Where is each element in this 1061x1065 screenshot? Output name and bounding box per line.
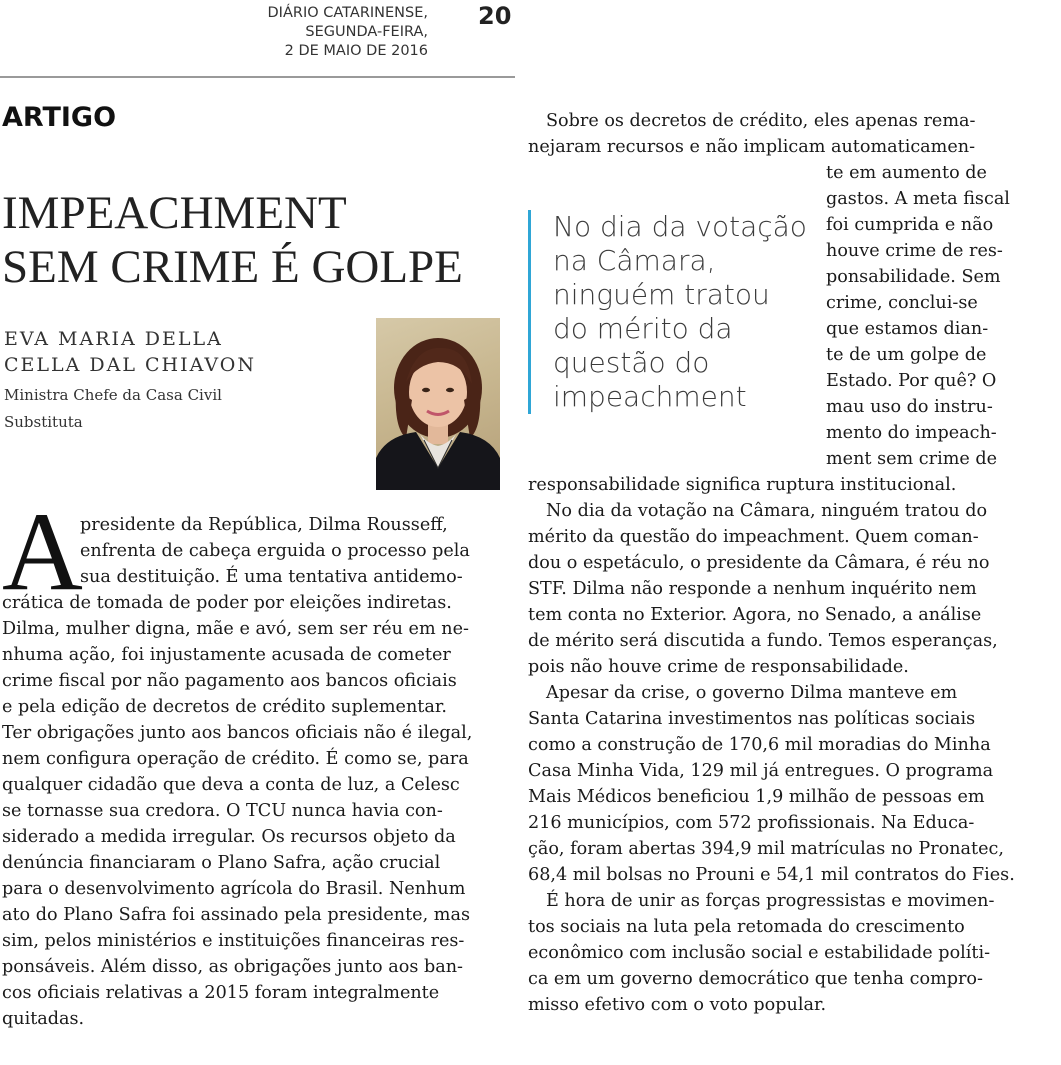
author-role-line: Ministra Chefe da Casa Civil (4, 386, 222, 404)
text-line: de mérito será discutida a fundo. Temos esperanças, (528, 631, 998, 651)
headline (2, 186, 517, 294)
text-line: sim, pelos ministérios e instituições financeiras res- (2, 931, 465, 951)
text-line: crática de tomada de poder por eleições indiretas. (2, 593, 452, 613)
text-line: econômico com inclusão social e estabilidade políti- (528, 943, 991, 963)
text-line: Apesar da crise, o governo Dilma manteve em (546, 683, 958, 703)
text-line: denúncia financiaram o Plano Safra, ação crucial (2, 853, 441, 873)
text-line: ponsabilidade. Sem (826, 267, 1001, 287)
text-line: para o desenvolvimento agrícola do Brasil. Nenhum (2, 879, 466, 899)
text-line: dou o espetáculo, o presidente da Câmara, é réu no (528, 553, 990, 573)
text-line: mento do impeach- (826, 423, 997, 443)
text-line: Sobre os decretos de crédito, eles apenas rema- (546, 111, 976, 131)
pull-quote-line: No dia da votação (553, 210, 807, 243)
text-line: ponsáveis. Além disso, as obrigações junto aos ban- (2, 957, 463, 977)
masthead-weekday: SEGUNDA-FEIRA, (305, 24, 428, 40)
text-line: cos oficiais relativas a 2015 foram integralmente (2, 983, 440, 1003)
text-line: pois não houve crime de responsabilidade. (528, 657, 909, 677)
page-number: 20 (478, 2, 512, 30)
text-line: Ter obrigações junto aos bancos oficiais não é ilegal, (2, 723, 473, 743)
article-body-left (2, 490, 510, 1032)
lead-paragraph-rest (2, 590, 510, 1032)
text-line: crime fiscal por não pagamento aos bancos oficiais (2, 671, 457, 691)
drop-cap: A (2, 490, 83, 614)
text-line: te em aumento de (826, 163, 987, 183)
masthead (200, 4, 428, 61)
pull-quote (528, 210, 825, 414)
text-line: crime, conclui-se (826, 293, 978, 313)
text-line: ca em um governo democrático que tenha compro- (528, 969, 983, 989)
text-line: quitadas. (2, 1009, 85, 1029)
text-line: mau uso do instru- (826, 397, 993, 417)
text-line: misso efetivo com o voto popular. (528, 995, 827, 1015)
text-line: É hora de unir as forças progressistas e movimen- (546, 891, 995, 911)
text-line: siderado a medida irregular. Os recursos objeto da (2, 827, 456, 847)
text-line: tos sociais na luta pela retomada do crescimento (528, 917, 965, 937)
text-line: mérito da questão do impeachment. Quem coman- (528, 527, 979, 547)
text-line: sua destituição. É uma tentativa antidemo- (80, 567, 463, 587)
text-line: tem conta no Exterior. Agora, no Senado, a análise (528, 605, 982, 625)
text-line: Casa Minha Vida, 129 mil já entregues. O programa (528, 761, 994, 781)
author-photo (376, 318, 500, 490)
text-line: e pela edição de decretos de crédito suplementar. (2, 697, 447, 717)
text-line: ato do Plano Safra foi assinado pela presidente, mas (2, 905, 470, 925)
text-line: foi cumprida e não (826, 215, 994, 235)
author-name-line: CELLA DAL CHIAVON (4, 354, 256, 376)
pull-quote-line: do mérito da (553, 312, 733, 345)
section-label: ARTIGO (2, 102, 117, 133)
masthead-date: 2 DE MAIO DE 2016 (284, 43, 428, 59)
text-line: Estado. Por quê? O (826, 371, 997, 391)
text-line: Santa Catarina investimentos nas políticas sociais (528, 709, 976, 729)
text-line: gastos. A meta fiscal (826, 189, 1010, 209)
text-line: 216 municípios, com 572 profissionais. Na Educa- (528, 813, 975, 833)
pull-quote-line: impeachment (553, 380, 747, 413)
text-line: 68,4 mil bolsas no Prouni e 54,1 mil contratos do Fies. (528, 865, 1015, 885)
text-line: que estamos dian- (826, 319, 989, 339)
text-line: ção, foram abertas 394,9 mil matrículas no Pronatec, (528, 839, 1004, 859)
headline-line: IMPEACHMENT (2, 187, 347, 239)
text-line: qualquer cidadão que deva a conta de luz, a Celesc (2, 775, 460, 795)
author-name-line: EVA MARIA DELLA (4, 328, 223, 350)
pull-quote-line: ninguém tratou (553, 278, 770, 311)
text-line: enfrenta de cabeça erguida o processo pela (80, 541, 470, 561)
header-divider (0, 76, 515, 78)
text-line: No dia da votação na Câmara, ninguém tratou do (546, 501, 988, 521)
text-line: houve crime de res- (826, 241, 1003, 261)
text-line: nem configura operação de crédito. É como se, para (2, 749, 469, 769)
text-line: presidente da República, Dilma Rousseff, (80, 515, 448, 535)
text-line: responsabilidade significa ruptura institucional. (528, 475, 957, 495)
pull-quote-line: na Câmara, (553, 244, 716, 277)
author-role-line: Substituta (4, 413, 83, 431)
author-portrait-illustration (376, 318, 500, 490)
text-line: como a construção de 170,6 mil moradias do Minha (528, 735, 991, 755)
text-line: STF. Dilma não responde a nenhum inquérito nem (528, 579, 977, 599)
pull-quote-line: questão do (553, 346, 710, 379)
text-line: nejaram recursos e não implicam automaticamen- (528, 137, 976, 157)
masthead-newspaper: DIÁRIO CATARINENSE, (267, 5, 428, 21)
text-line: se tornasse sua credora. O TCU nunca havia con- (2, 801, 443, 821)
text-line: te de um golpe de (826, 345, 987, 365)
author-role (4, 382, 304, 436)
text-line: Dilma, mulher digna, mãe e avó, sem ser réu em ne- (2, 619, 469, 639)
headline-line: SEM CRIME É GOLPE (2, 241, 463, 293)
text-line: ment sem crime de (826, 449, 998, 469)
author-name (4, 326, 364, 378)
text-line: Mais Médicos beneficiou 1,9 milhão de pessoas em (528, 787, 985, 807)
text-line: nhuma ação, foi injustamente acusada de cometer (2, 645, 451, 665)
